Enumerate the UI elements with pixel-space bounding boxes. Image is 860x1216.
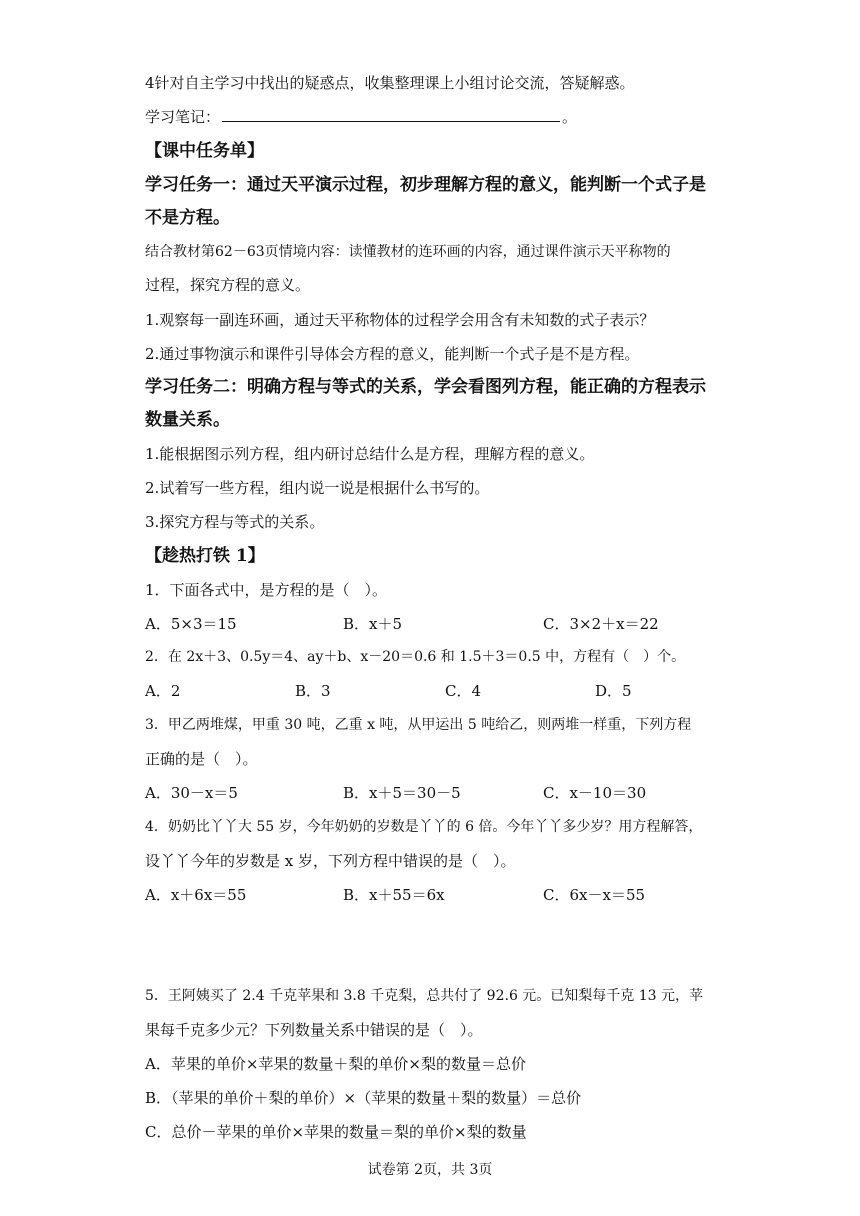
intro-item-4: 4针对自主学习中找出的疑惑点，收集整理课上小组讨论交流，答疑解惑。 — [145, 74, 635, 92]
q3-stem-line1: 3．甲乙两堆煤，甲重 30 吨，乙重 x 吨，从甲运出 5 吨给乙，则两堆一样重，下列方程 — [145, 717, 692, 733]
q1-option-c: C．3×2＋x＝22 — [543, 615, 659, 633]
q4-option-c: C．6x－x＝55 — [543, 886, 646, 904]
task1-item-1: 1.观察每一副连环画，通过天平称物体的过程学会用含有未知数的式子表示？ — [145, 311, 655, 329]
q4-option-a: A．x＋6x＝55 — [145, 886, 247, 904]
task1-title-line1: 学习任务一：通过天平演示过程，初步理解方程的意义，能判断一个式子是 — [145, 175, 706, 195]
task2-title-line1: 学习任务二：明确方程与等式的关系，学会看图列方程，能正确的方程表示 — [145, 377, 706, 397]
q2-stem: 2．在 2x＋3、0.5y＝4、ay＋b、x－20＝0.6 和 1.5＋3＝0.5 中，方程有（ ）个。 — [145, 649, 686, 665]
q5-option-b: B．（苹果的单价＋梨的单价）×（苹果的数量＋梨的数量）＝总价 — [145, 1089, 582, 1107]
study-notes-end: 。 — [562, 108, 578, 126]
q3-option-a: A．30－x＝5 — [145, 784, 238, 802]
task1-desc-line2: 过程，探究方程的意义。 — [145, 276, 311, 294]
q2-option-a: A．2 — [145, 682, 181, 700]
task1-item-2: 2.通过事物演示和课件引导体会方程的意义，能判断一个式子是不是方程。 — [145, 345, 640, 363]
task-sheet-heading: 【课中任务单】 — [145, 141, 264, 161]
q4-option-b: B．x＋55＝6x — [343, 886, 445, 904]
q1-stem: 1．下面各式中，是方程的是（ ）。 — [145, 581, 388, 599]
q5-stem-line1: 5．王阿姨买了 2.4 千克苹果和 3.8 千克梨，总共付了 92.6 元。已知梨每千克 13 元，苹 — [145, 988, 704, 1004]
q4-stem-line2: 设丫丫今年的岁数是 x 岁，下列方程中错误的是（ ）。 — [145, 852, 516, 870]
q5-option-a: A．苹果的单价×苹果的数量＋梨的单价×梨的数量＝总价 — [145, 1055, 526, 1073]
q2-option-d: D．5 — [595, 682, 632, 700]
task2-item-3: 3.探究方程与等式的关系。 — [145, 513, 325, 531]
exercise-heading: 【趁热打铁 1】 — [145, 546, 265, 566]
study-notes-line — [145, 107, 725, 127]
study-notes-label: 学习笔记： — [145, 108, 221, 126]
q2-option-c: C．4 — [445, 682, 482, 700]
q3-option-b: B．x＋5＝30－5 — [343, 784, 461, 802]
q5-option-c: C．总价－苹果的单价×苹果的数量＝梨的单价×梨的数量 — [145, 1123, 527, 1141]
q5-stem-line2: 果每千克多少元？下列数量关系中错误的是（ ）。 — [145, 1021, 483, 1039]
q2-option-b: B．3 — [295, 682, 331, 700]
q3-stem-line2: 正确的是（ ）。 — [145, 750, 258, 768]
task2-item-1: 1.能根据图示列方程，组内研讨总结什么是方程，理解方程的意义。 — [145, 445, 595, 463]
q1-option-b: B．x＋5 — [343, 615, 403, 633]
q3-option-c: C．x－10＝30 — [543, 784, 647, 802]
task1-desc-line1: 结合教材第62－63页情境内容：读懂教材的连环画的内容，通过课件演示天平称物的 — [145, 244, 671, 260]
q1-option-a: A．5×3＝15 — [145, 615, 237, 633]
study-notes-blank — [222, 107, 560, 122]
task2-item-2: 2.试着写一些方程，组内说一说是根据什么书写的。 — [145, 479, 490, 497]
task1-title-line2: 不是方程。 — [145, 208, 230, 228]
page-footer: 试卷第 2页，共 3页 — [367, 1162, 493, 1178]
task2-title-line2: 数量关系。 — [145, 410, 230, 430]
q4-stem-line1: 4．奶奶比丫丫大 55 岁，今年奶奶的岁数是丫丫的 6 倍。今年丫丫多少岁？用方程解答， — [145, 819, 703, 835]
